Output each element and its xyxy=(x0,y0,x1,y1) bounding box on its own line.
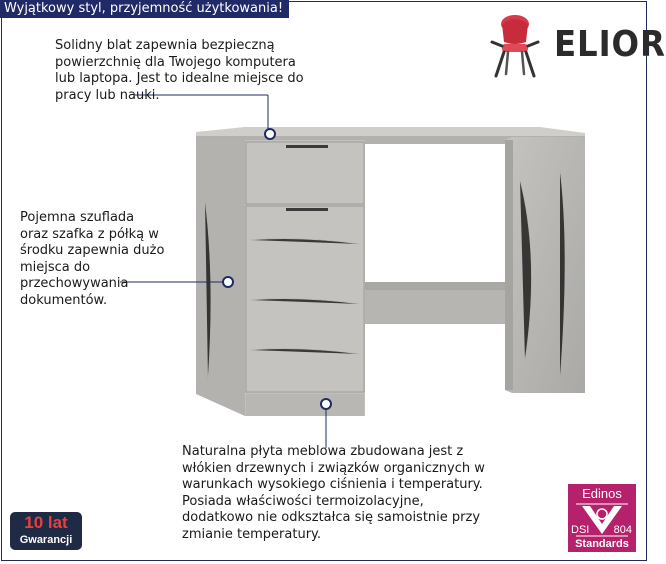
text-line: Posiada właściwości termoizolacyjne, xyxy=(182,493,424,509)
callout-marker-top xyxy=(265,129,275,139)
drawer-handle xyxy=(286,145,328,148)
text-line: oraz szafka z półką w xyxy=(20,226,159,242)
text-line: powierzchnię dla Twojego komputera xyxy=(55,54,296,70)
desk-right-leg xyxy=(505,137,585,393)
text-line: dodatkowo nie odkształca się samoistnie przy xyxy=(182,510,481,525)
text-line: dokumentów. xyxy=(20,292,108,308)
text-line: Pojemna szuflada xyxy=(20,210,135,225)
cabinet-side xyxy=(196,140,245,416)
text-line: Naturalna płyta meblowa zbudowana jest z xyxy=(182,444,464,459)
edinos-name: Edinos xyxy=(582,486,622,501)
edinos-number: 804 xyxy=(613,524,632,536)
text-line: lub laptopa. Jest to idealne miejsce do xyxy=(55,71,304,86)
text-line: włókien drzewnych i związków organicznych w xyxy=(182,460,485,476)
warranty-years: 10 lat xyxy=(24,513,68,532)
callout-marker-bottom xyxy=(321,399,331,409)
text-line: środku zapewnia dużo xyxy=(20,243,165,258)
text-line: warunkach wysokiego ciśnienia i temperatury. xyxy=(182,477,483,492)
cabinet-plinth xyxy=(246,394,364,416)
warranty-label: Gwarancji xyxy=(19,534,73,546)
text-line: przechowywania xyxy=(20,276,129,291)
door-handle xyxy=(286,208,328,211)
callout-desktop-text xyxy=(55,38,335,104)
brand-name: ELIOR xyxy=(554,24,666,65)
text-line: zmianie temperatury. xyxy=(182,526,322,542)
edinos-standards: Standards xyxy=(575,538,629,550)
callout-marker-left xyxy=(223,277,233,287)
callout-material-text xyxy=(182,444,517,543)
callout-storage-text xyxy=(20,210,170,309)
text-line: pracy lub nauki. xyxy=(55,87,160,103)
edinos-dsi: DSI xyxy=(571,524,590,536)
desk-top xyxy=(196,127,585,137)
text-line: miejsca do xyxy=(20,259,91,275)
warranty-badge xyxy=(10,512,82,550)
text-line: Solidny blat zapewnia bezpieczną xyxy=(55,38,275,53)
top-banner: Wyjątkowy styl, przyjemność użytkowania! xyxy=(0,0,289,18)
drawer-front xyxy=(246,142,364,204)
edinos-badge xyxy=(568,484,636,552)
